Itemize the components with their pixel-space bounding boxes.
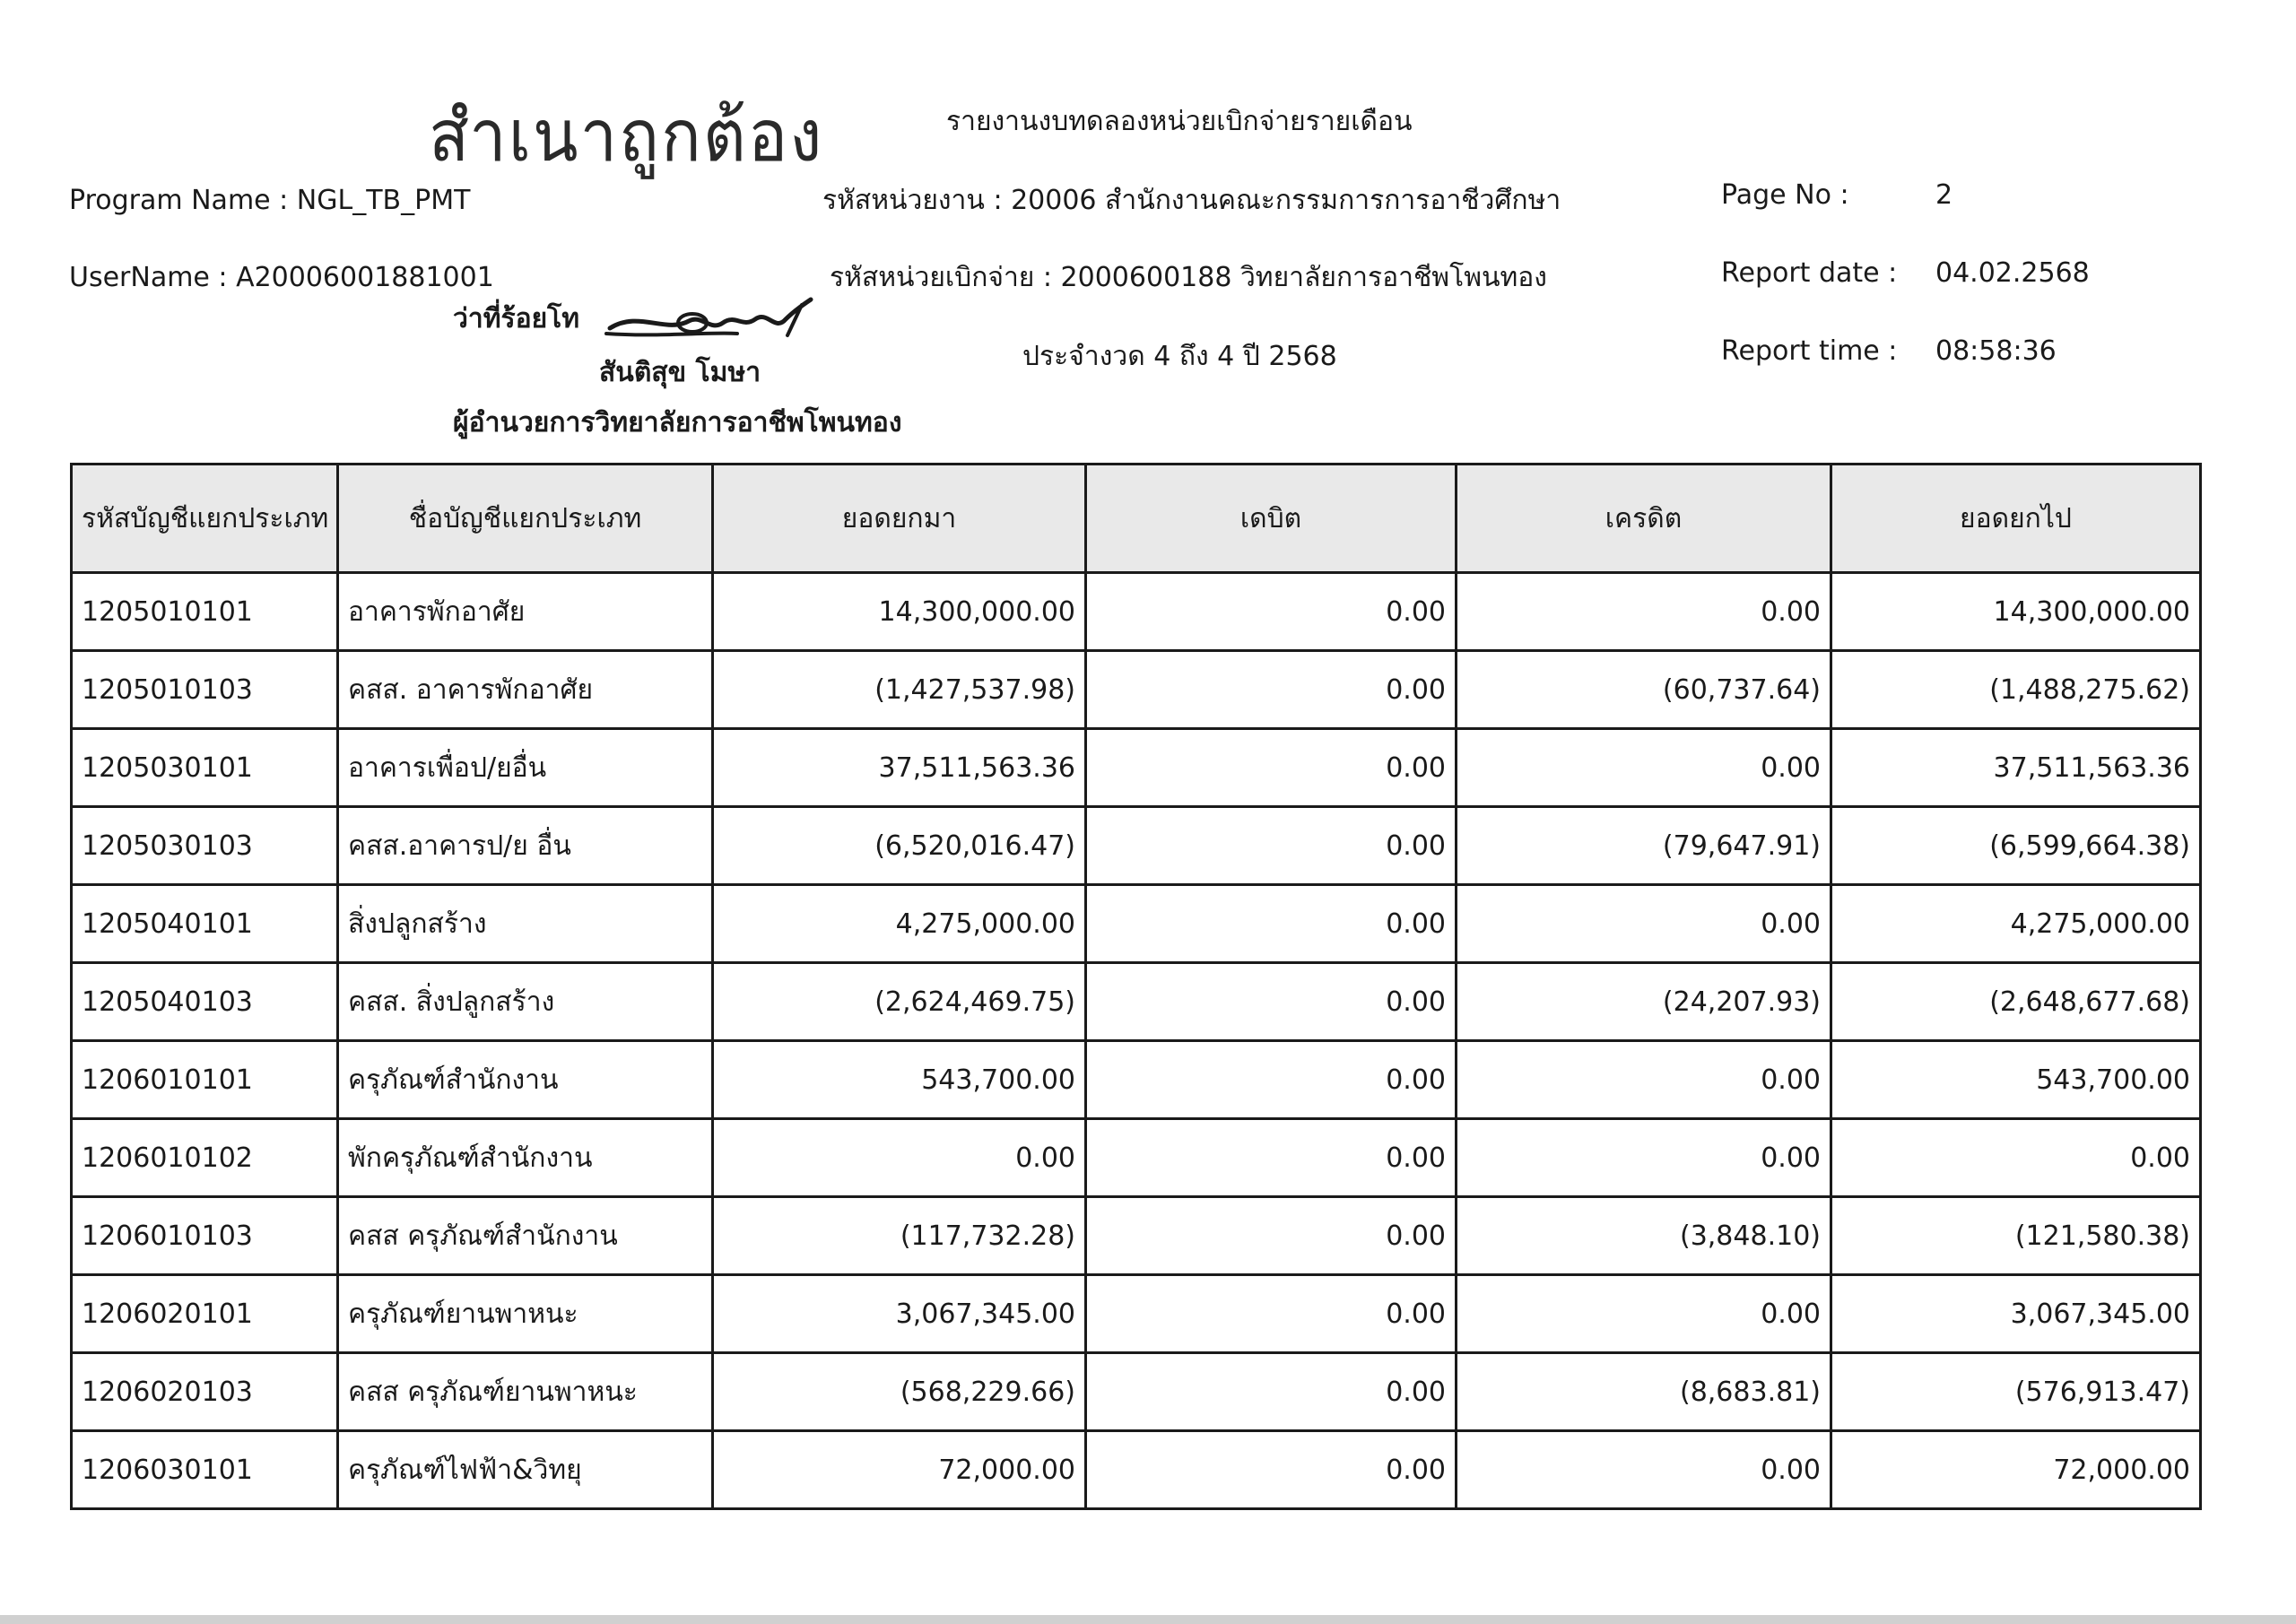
cell-carried-forward: 0.00 — [1831, 1119, 2201, 1197]
cell-credit: (60,737.64) — [1457, 651, 1831, 729]
cell-account-code: 1205030103 — [72, 807, 338, 885]
certified-copy-stamp: สำเนาถูกต้อง — [429, 94, 824, 178]
signer-name: สันติสุข โมษา — [599, 357, 761, 388]
cell-debit: 0.00 — [1086, 729, 1457, 807]
cell-account-name: อาคารพักอาศัย — [338, 573, 713, 651]
col-header-carried-forward: ยอดยกไป — [1831, 465, 2201, 573]
cell-brought-forward: (1,427,537.98) — [713, 651, 1086, 729]
cell-carried-forward: 3,067,345.00 — [1831, 1275, 2201, 1353]
handwritten-signature-icon — [603, 292, 818, 348]
cell-account-code: 1205040103 — [72, 963, 338, 1041]
cell-account-code: 1206030101 — [72, 1431, 338, 1509]
cell-brought-forward: (568,229.66) — [713, 1353, 1086, 1431]
cell-account-code: 1205040101 — [72, 885, 338, 963]
cell-account-code: 1205010101 — [72, 573, 338, 651]
cell-account-name: คสส. สิ่งปลูกสร้าง — [338, 963, 713, 1041]
cell-account-name: คสส ครุภัณฑ์สำนักงาน — [338, 1197, 713, 1275]
table-row — [72, 885, 2201, 963]
signer-position: ผู้อำนวยการวิทยาลัยการอาชีพโพนทอง — [453, 407, 902, 439]
cell-carried-forward: (2,648,677.68) — [1831, 963, 2201, 1041]
cell-account-name: ครุภัณฑ์ยานพาหนะ — [338, 1275, 713, 1353]
table-row — [72, 1041, 2201, 1119]
report-time-label: Report time : — [1721, 335, 1898, 367]
cell-carried-forward: (6,599,664.38) — [1831, 807, 2201, 885]
cell-debit: 0.00 — [1086, 1041, 1457, 1119]
cell-credit: 0.00 — [1457, 1119, 1831, 1197]
table-row — [72, 1353, 2201, 1431]
table-row — [72, 729, 2201, 807]
cell-carried-forward: 14,300,000.00 — [1831, 573, 2201, 651]
cell-carried-forward: (121,580.38) — [1831, 1197, 2201, 1275]
signer-rank: ว่าที่ร้อยโท — [453, 303, 580, 334]
cell-brought-forward: 72,000.00 — [713, 1431, 1086, 1509]
program-name: Program Name : NGL_TB_PMT — [69, 185, 471, 216]
cell-account-code: 1206020101 — [72, 1275, 338, 1353]
cell-debit: 0.00 — [1086, 885, 1457, 963]
col-header-account-name: ชื่อบัญชีแยกประเภท — [338, 465, 713, 573]
cell-account-code: 1206010103 — [72, 1197, 338, 1275]
cell-credit: 0.00 — [1457, 1041, 1831, 1119]
cell-carried-forward: 37,511,563.36 — [1831, 729, 2201, 807]
table-row — [72, 1275, 2201, 1353]
cell-account-name: คสส ครุภัณฑ์ยานพาหนะ — [338, 1353, 713, 1431]
cell-debit: 0.00 — [1086, 963, 1457, 1041]
cell-account-code: 1205030101 — [72, 729, 338, 807]
cell-carried-forward: 72,000.00 — [1831, 1431, 2201, 1509]
cell-account-name: สิ่งปลูกสร้าง — [338, 885, 713, 963]
col-header-account-code: รหัสบัญชีแยกประเภท — [72, 465, 338, 573]
cell-account-code: 1206010102 — [72, 1119, 338, 1197]
cell-debit: 0.00 — [1086, 1431, 1457, 1509]
table-row — [72, 1119, 2201, 1197]
cell-credit: (3,848.10) — [1457, 1197, 1831, 1275]
disbursing-unit-code: รหัสหน่วยเบิกจ่าย : 2000600188 วิทยาลัยการอาชีพโพนทอง — [830, 262, 1547, 293]
cell-credit: 0.00 — [1457, 1275, 1831, 1353]
cell-brought-forward: (6,520,016.47) — [713, 807, 1086, 885]
table-row — [72, 651, 2201, 729]
cell-brought-forward: (117,732.28) — [713, 1197, 1086, 1275]
cell-debit: 0.00 — [1086, 1353, 1457, 1431]
cell-account-name: ครุภัณฑ์ไฟฟ้า&วิทยุ — [338, 1431, 713, 1509]
page-no-label: Page No : — [1721, 179, 1849, 211]
cell-debit: 0.00 — [1086, 807, 1457, 885]
cell-carried-forward: (576,913.47) — [1831, 1353, 2201, 1431]
report-date-value: 04.02.2568 — [1935, 257, 2090, 289]
cell-brought-forward: 3,067,345.00 — [713, 1275, 1086, 1353]
cell-carried-forward: 543,700.00 — [1831, 1041, 2201, 1119]
cell-account-code: 1206010101 — [72, 1041, 338, 1119]
table-row — [72, 1431, 2201, 1509]
table-row — [72, 807, 2201, 885]
cell-credit: 0.00 — [1457, 573, 1831, 651]
cell-brought-forward: 0.00 — [713, 1119, 1086, 1197]
trial-balance-table — [70, 463, 2202, 1510]
cell-brought-forward: 543,700.00 — [713, 1041, 1086, 1119]
cell-carried-forward: 4,275,000.00 — [1831, 885, 2201, 963]
table-row — [72, 1197, 2201, 1275]
cell-account-name: อาคารเพื่อป/ยอื่น — [338, 729, 713, 807]
col-header-brought-forward: ยอดยกมา — [713, 465, 1086, 573]
report-title: รายงานงบทดลองหน่วยเบิกจ่ายรายเดือน — [946, 106, 1413, 137]
cell-account-name: พักครุภัณฑ์สำนักงาน — [338, 1119, 713, 1197]
cell-debit: 0.00 — [1086, 1197, 1457, 1275]
table-row — [72, 963, 2201, 1041]
cell-debit: 0.00 — [1086, 1119, 1457, 1197]
scan-page-edge — [0, 1615, 2296, 1624]
cell-credit: 0.00 — [1457, 885, 1831, 963]
report-date-label: Report date : — [1721, 257, 1898, 289]
col-header-credit: เครดิต — [1457, 465, 1831, 573]
cell-debit: 0.00 — [1086, 1275, 1457, 1353]
cell-account-code: 1206020103 — [72, 1353, 338, 1431]
cell-carried-forward: (1,488,275.62) — [1831, 651, 2201, 729]
report-period: ประจำงวด 4 ถึง 4 ปี 2568 — [1022, 341, 1337, 372]
cell-account-code: 1205010103 — [72, 651, 338, 729]
table-header-row — [72, 465, 2201, 573]
cell-credit: 0.00 — [1457, 729, 1831, 807]
table-row — [72, 573, 2201, 651]
cell-brought-forward: 4,275,000.00 — [713, 885, 1086, 963]
cell-debit: 0.00 — [1086, 573, 1457, 651]
page-no-value: 2 — [1935, 179, 1953, 211]
col-header-debit: เดบิต — [1086, 465, 1457, 573]
user-name: UserName : A20006001881001 — [69, 262, 494, 293]
cell-account-name: ครุภัณฑ์สำนักงาน — [338, 1041, 713, 1119]
agency-code: รหัสหน่วยงาน : 20006 สำนักงานคณะกรรมการการอาชีวศึกษา — [822, 185, 1561, 216]
cell-credit: (24,207.93) — [1457, 963, 1831, 1041]
cell-credit: 0.00 — [1457, 1431, 1831, 1509]
cell-debit: 0.00 — [1086, 651, 1457, 729]
report-time-value: 08:58:36 — [1935, 335, 2057, 367]
cell-brought-forward: (2,624,469.75) — [713, 963, 1086, 1041]
cell-account-name: คสส. อาคารพักอาศัย — [338, 651, 713, 729]
cell-brought-forward: 14,300,000.00 — [713, 573, 1086, 651]
cell-account-name: คสส.อาคารป/ย อื่น — [338, 807, 713, 885]
cell-brought-forward: 37,511,563.36 — [713, 729, 1086, 807]
cell-credit: (79,647.91) — [1457, 807, 1831, 885]
cell-credit: (8,683.81) — [1457, 1353, 1831, 1431]
